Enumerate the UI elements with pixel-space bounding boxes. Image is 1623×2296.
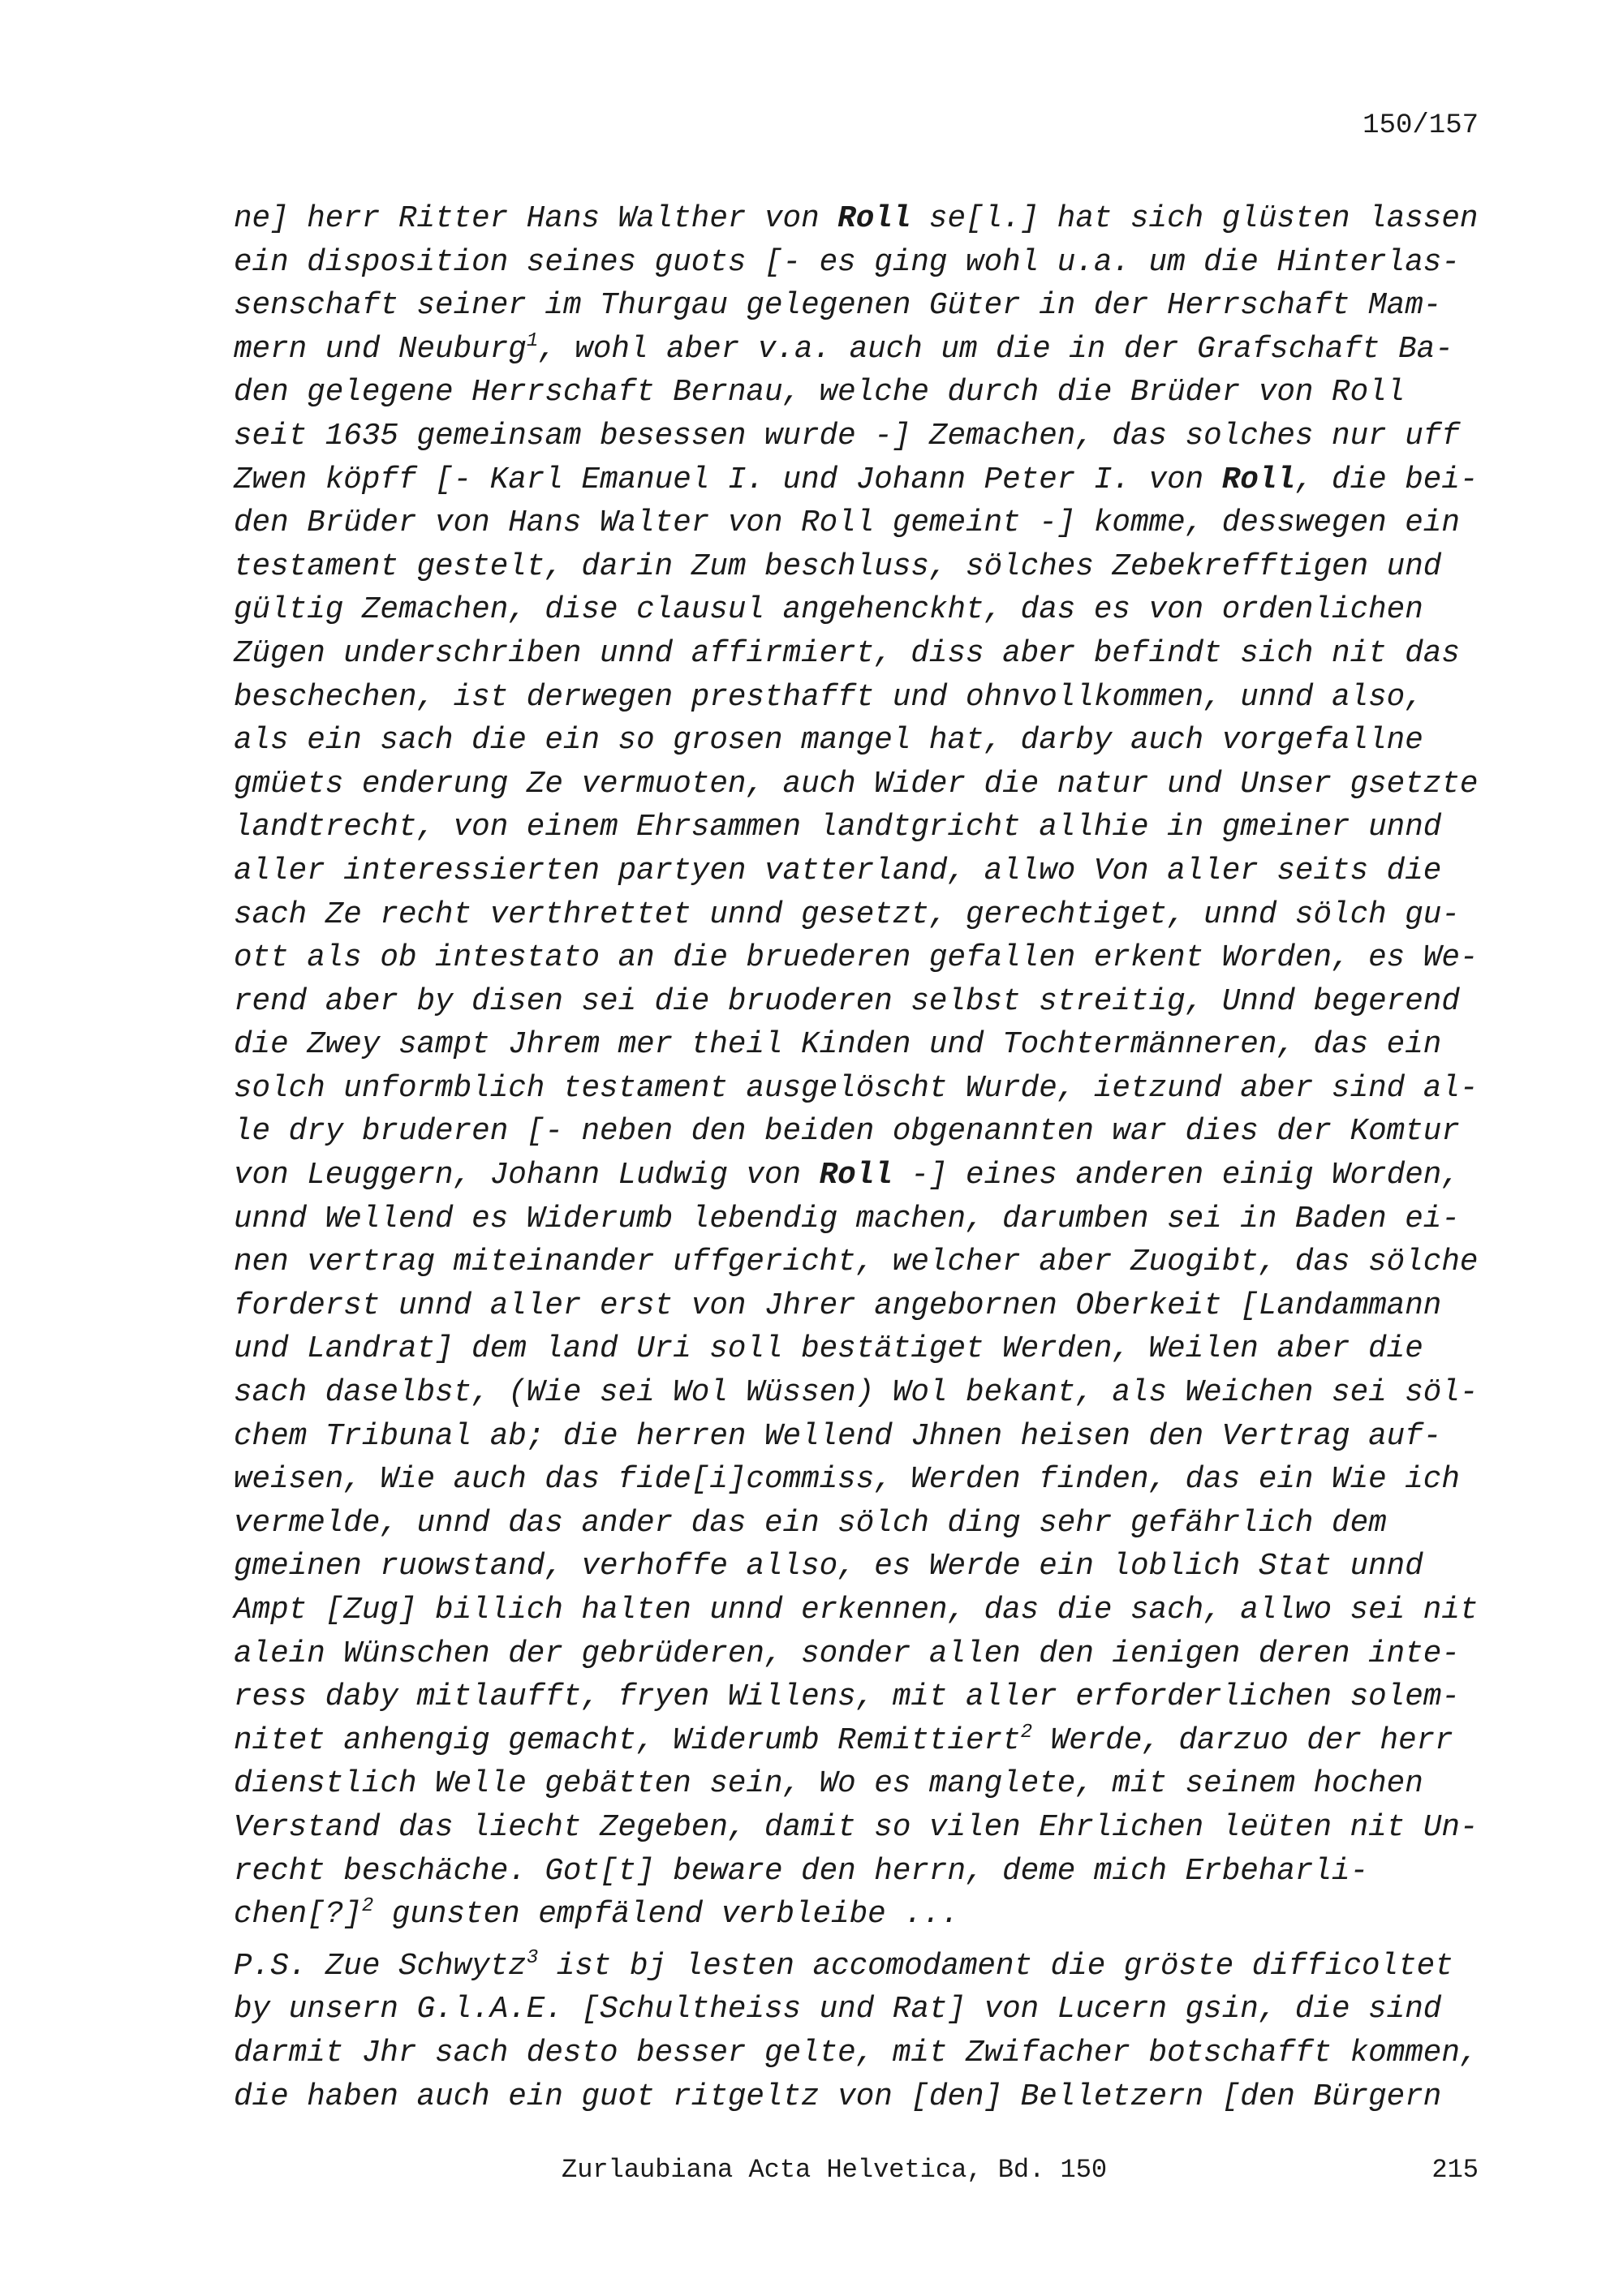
text-run: gunsten empfälend verbleibe ... — [373, 1898, 959, 1933]
text-line: den Brüder von Hans Walter von Roll gemeint -] komme, desswegen ein — [234, 506, 1460, 541]
text-line: als ein sach die ein so grosen mangel hat, darby auch vorgefallne — [234, 724, 1423, 759]
text-line — [234, 1894, 1483, 1937]
text-line: recht beschäche. Got[t] beware den herrn, deme mich Erbeharli- — [234, 1854, 1369, 1889]
text-line: sach Ze recht verthrettet unnd gesetzt, gerechtiget, unnd sölch gu- — [234, 897, 1460, 932]
text-run: nitet anhengig gemacht, Widerumb Remittiert — [234, 1723, 1021, 1758]
text-line: forderst unnd aller erst von Jhrer angebornen Oberkeit [Landammann — [234, 1288, 1442, 1323]
document-body — [234, 198, 1483, 2119]
text-line: gmeinen ruowstand, verhoffe allso, es Werde ein loblich Stat unnd — [234, 1550, 1423, 1584]
name-roll-bold: Roll — [1221, 462, 1295, 497]
text-line: aller interessierten partyen vatterland, allwo Von aller seits die — [234, 853, 1442, 888]
text-run: Zwen köpff [- Karl Emanuel I. und Johann Peter I. von — [234, 462, 1222, 497]
footnote-marker: 2 — [361, 1895, 374, 1918]
text-line — [234, 198, 1483, 242]
text-line: by unsern G.l.A.E. [Schultheiss und Rat] von Lucern gsin, die sind — [234, 1993, 1442, 2027]
text-line: die Zwey sampt Jhrem mer theil Kinden und Tochtermänneren, das ein — [234, 1028, 1442, 1063]
footnote-marker: 3 — [526, 1946, 539, 1969]
text-line: chem Tribunal ab; die herren Wellend Jhnen heisen den Vertrag auf- — [234, 1419, 1442, 1454]
text-line: ott als ob intestato an die bruederen gefallen erkent Worden, es We- — [234, 941, 1479, 976]
text-run: se[l.] hat sich glüsten lassen — [911, 202, 1479, 236]
footer-page-number: 215 — [1431, 2155, 1479, 2185]
footnote-marker: 1 — [526, 329, 539, 352]
text-run: ne] herr Ritter Hans Walther von — [234, 202, 838, 236]
text-line: Verstand das liecht Zegeben, damit so vilen Ehrlichen leüten nit Un- — [234, 1810, 1479, 1845]
text-line: unnd Wellend es Widerumb lebendig machen, darumben sei in Baden ei- — [234, 1202, 1460, 1236]
text-run: chen[?] — [234, 1898, 362, 1933]
postscript-line — [234, 1946, 1483, 1989]
text-line: den gelegene Herrschaft Bernau, welche durch die Brüder von Roll — [234, 376, 1406, 411]
text-line: darmit Jhr sach desto besser gelte, mit Zwifacher botschafft kommen, — [234, 2036, 1479, 2070]
footnote-marker: 2 — [1020, 1721, 1033, 1743]
text-line: weisen, Wie auch das fide[i]commiss, Werden finden, das ein Wie ich — [234, 1463, 1460, 1498]
text-line: sach daselbst, (Wie sei Wol Wüssen) Wol bekant, als Weichen sei söl- — [234, 1376, 1479, 1411]
text-run: mern und Neuburg — [234, 332, 527, 367]
text-line: beschechen, ist derwegen presthafft und ohnvollkommen, unnd also, — [234, 680, 1423, 715]
text-line: seit 1635 gemeinsam besessen wurde -] Zemachen, das solches nur uff — [234, 419, 1460, 454]
text-run: Werde, darzuo der herr — [1032, 1723, 1453, 1758]
text-line: nen vertrag miteinander uffgericht, welcher aber Zuogibt, das sölche — [234, 1245, 1479, 1280]
text-line: solch unformblich testament ausgelöscht Wurde, ietzund aber sind al- — [234, 1071, 1479, 1106]
text-line: Zügen underschriben unnd affirmiert, diss aber befindt sich nit das — [234, 636, 1460, 671]
name-roll-bold: Roll — [819, 1159, 893, 1193]
text-line: le dry bruderen [- neben den beiden obgenannten war dies der Komtur — [234, 1115, 1460, 1150]
text-line: und Landrat] dem land Uri soll bestätiget Werden, Weilen aber die — [234, 1332, 1423, 1367]
text-line — [234, 459, 1483, 503]
text-line: senschaft seiner im Thurgau gelegenen Güter in der Herrschaft Mam- — [234, 289, 1442, 324]
text-line: Ampt [Zug] billich halten unnd erkennen, das die sach, allwo sei nit — [234, 1593, 1479, 1627]
text-line — [234, 329, 1483, 372]
name-roll-bold: Roll — [837, 202, 911, 236]
footer-publication-title: Zurlaubiana Acta Helvetica, Bd. 150 — [562, 2155, 1108, 2185]
text-run: -] eines anderen einig Worden, — [892, 1159, 1460, 1193]
text-line: landtrecht, von einem Ehrsammen landtgricht allhie in gmeiner unnd — [234, 810, 1442, 845]
text-line: ein disposition seines guots [- es ging wohl u.a. um die Hinterlas- — [234, 245, 1460, 280]
text-run: P.S. Zue Schwytz — [234, 1949, 527, 1984]
text-line: testament gestelt, darin Zum beschluss, sölches Zebekrefftigen und — [234, 549, 1442, 584]
text-run: von Leuggern, Johann Ludwig von — [234, 1159, 820, 1193]
text-line — [234, 1720, 1483, 1764]
page-counter: 150/157 — [1363, 110, 1479, 141]
text-line: vermelde, unnd das ander das ein sölch ding sehr gefährlich dem — [234, 1506, 1387, 1541]
text-run: , die bei- — [1294, 462, 1479, 497]
text-run: ist bj lesten accomodament die gröste difficoltet — [538, 1949, 1453, 1984]
text-line: rend aber by disen sei die bruoderen selbst streitig, Unnd begerend — [234, 984, 1460, 1019]
text-run: , wohl aber v.a. auch um die in der Grafschaft Ba- — [538, 332, 1453, 367]
text-line: gmüets enderung Ze vermuoten, auch Wider die natur und Unser gsetzte — [234, 767, 1479, 802]
text-line: dienstlich Welle gebätten sein, Wo es manglete, mit seinem hochen — [234, 1767, 1423, 1802]
text-line: ress daby mitlaufft, fryen Willens, mit aller erforderlichen solem- — [234, 1680, 1460, 1715]
text-line — [234, 1154, 1483, 1198]
text-line: alein Wünschen der gebrüderen, sonder allen den ienigen deren inte- — [234, 1636, 1460, 1671]
text-line: die haben auch ein guot ritgeltz von [den] Belletzern [den Bürgern — [234, 2079, 1442, 2114]
text-line: gültig Zemachen, dise clausul angehenckht, das es von ordenlichen — [234, 593, 1423, 628]
